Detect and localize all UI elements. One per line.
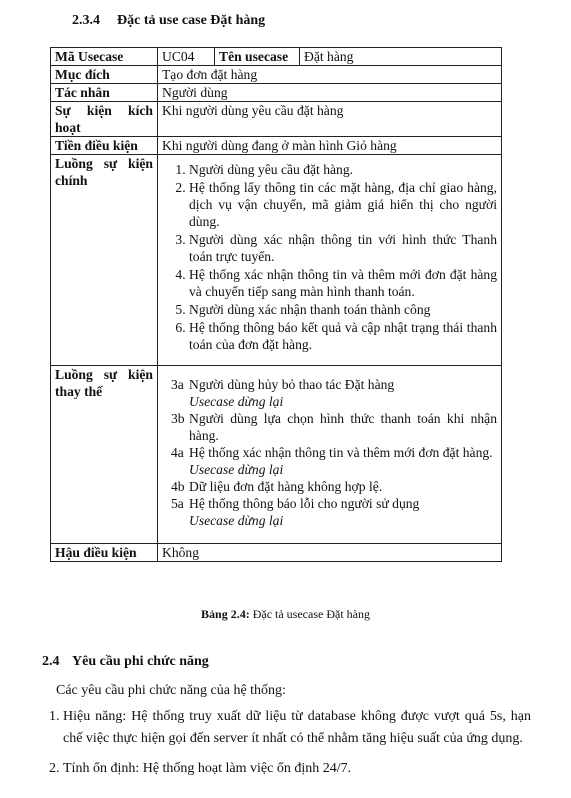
row-purpose: [51, 66, 502, 84]
alt-flow-key: 4b: [171, 479, 185, 494]
table-caption: [0, 607, 571, 622]
alt-flow-note: Usecase dừng lại: [189, 513, 284, 528]
postcondition-label: Hậu điều kiện: [51, 544, 158, 562]
intro-paragraph: Các yêu cầu phi chức năng của hệ thống:: [56, 683, 286, 698]
row-main-flow: [51, 155, 502, 366]
alt-flow-key: 3b: [171, 411, 185, 426]
main-flow-label: Luồng sự kiện chính: [51, 155, 158, 366]
alt-flow-cell: [158, 366, 502, 544]
section-number: 2.3.4: [72, 13, 100, 28]
purpose-label: Mục đích: [51, 66, 158, 84]
actor-label: Tác nhân: [51, 84, 158, 102]
usecase-id-cell: [158, 48, 502, 66]
alt-flow-text: Người dùng lựa chọn hình thức thanh toán khi nhận hàng.: [189, 411, 497, 443]
trigger-value: Khi người dùng yêu cầu đặt hàng: [158, 102, 502, 137]
usecase-name-label: Tên usecase: [215, 48, 300, 65]
requirement-item: 2. Tính ổn định: Hệ thống hoạt làm việc ổn định 24/7.: [63, 758, 531, 780]
alt-flow-item: [171, 376, 497, 410]
main-flow-cell: [158, 155, 502, 366]
section2-heading: [42, 654, 209, 670]
requirements-list: [43, 706, 531, 788]
main-flow-list: [162, 161, 497, 353]
purpose-value: Tạo đơn đặt hàng: [158, 66, 502, 84]
row-trigger: [51, 102, 502, 137]
alt-flow-item: [171, 495, 497, 529]
section-heading: [72, 13, 265, 29]
usecase-name-value: Đặt hàng: [304, 49, 354, 64]
alt-flow-text: Dữ liệu đơn đặt hàng không hợp lệ.: [189, 479, 383, 494]
alt-flow-text: Hệ thống xác nhận thông tin và thêm mới đơn đặt hàng.: [189, 445, 493, 460]
alt-flow-text: Hệ thống thông báo lỗi cho người sử dụng: [189, 496, 420, 511]
row-precondition: [51, 137, 502, 155]
alt-flow-item: [171, 410, 497, 444]
row-alt-flow: [51, 366, 502, 544]
alt-flow-item: [171, 444, 497, 478]
alt-flow-key: 4a: [171, 445, 184, 460]
section-title: Đặc tả use case Đặt hàng: [117, 13, 266, 28]
main-flow-step: 2. Hệ thống lấy thông tin các mặt hàng, địa chỉ giao hàng, dịch vụ vận chuyển, mã giảm giá hiển thị cho người dùng.: [189, 179, 497, 230]
main-flow-step: 1. Người dùng yêu cầu đặt hàng.: [189, 161, 497, 178]
alt-flow-label: Luồng sự kiện thay thế: [51, 366, 158, 544]
alt-flow-key: 3a: [171, 377, 184, 392]
actor-value: Người dùng: [158, 84, 502, 102]
alt-flow-note: Usecase dừng lại: [189, 462, 284, 477]
alt-flow-item: [171, 478, 497, 495]
section2-number: 2.4: [42, 654, 60, 669]
alt-flow-list: [171, 376, 497, 529]
main-flow-step: 4. Hệ thống xác nhận thông tin và thêm mới đơn đặt hàng và chuyển tiếp sang màn hình thanh toán.: [189, 266, 497, 300]
row-usecase-id: [51, 48, 502, 66]
precondition-value: Khi người dùng đang ở màn hình Giỏ hàng: [158, 137, 502, 155]
alt-flow-text: Người dùng hủy bỏ thao tác Đặt hàng: [189, 377, 395, 392]
main-flow-step: 3. Người dùng xác nhận thông tin với hình thức Thanh toán trực tuyến.: [189, 231, 497, 265]
precondition-label: Tiền điều kiện: [51, 137, 158, 155]
main-flow-step: 5. Người dùng xác nhận thanh toán thành công: [189, 301, 497, 318]
caption-label: Bảng 2.4:: [201, 607, 250, 621]
main-flow-step: 6. Hệ thống thông báo kết quả và cập nhật trạng thái thanh toán của đơn đặt hàng.: [189, 319, 497, 353]
row-postcondition: [51, 544, 502, 562]
postcondition-value: Không: [158, 544, 502, 562]
row-actor: [51, 84, 502, 102]
usecase-table: [50, 47, 502, 562]
section2-title: Yêu cầu phi chức năng: [72, 654, 209, 669]
requirement-item: 1. Hiệu năng: Hệ thống truy xuất dữ liệu từ database không được vượt quá 5s, hạn chế việc thực hiện gọi đến server ít nhất có thể nhằm tăng hiệu suất của ứng dụng.: [63, 706, 531, 750]
alt-flow-note: Usecase dừng lại: [189, 394, 284, 409]
caption-text: Đặc tả usecase Đặt hàng: [252, 607, 370, 621]
usecase-id-value: UC04: [158, 48, 215, 65]
usecase-id-label: Mã Usecase: [51, 48, 158, 66]
trigger-label: Sự kiện kích hoạt: [51, 102, 158, 137]
alt-flow-key: 5a: [171, 496, 184, 511]
